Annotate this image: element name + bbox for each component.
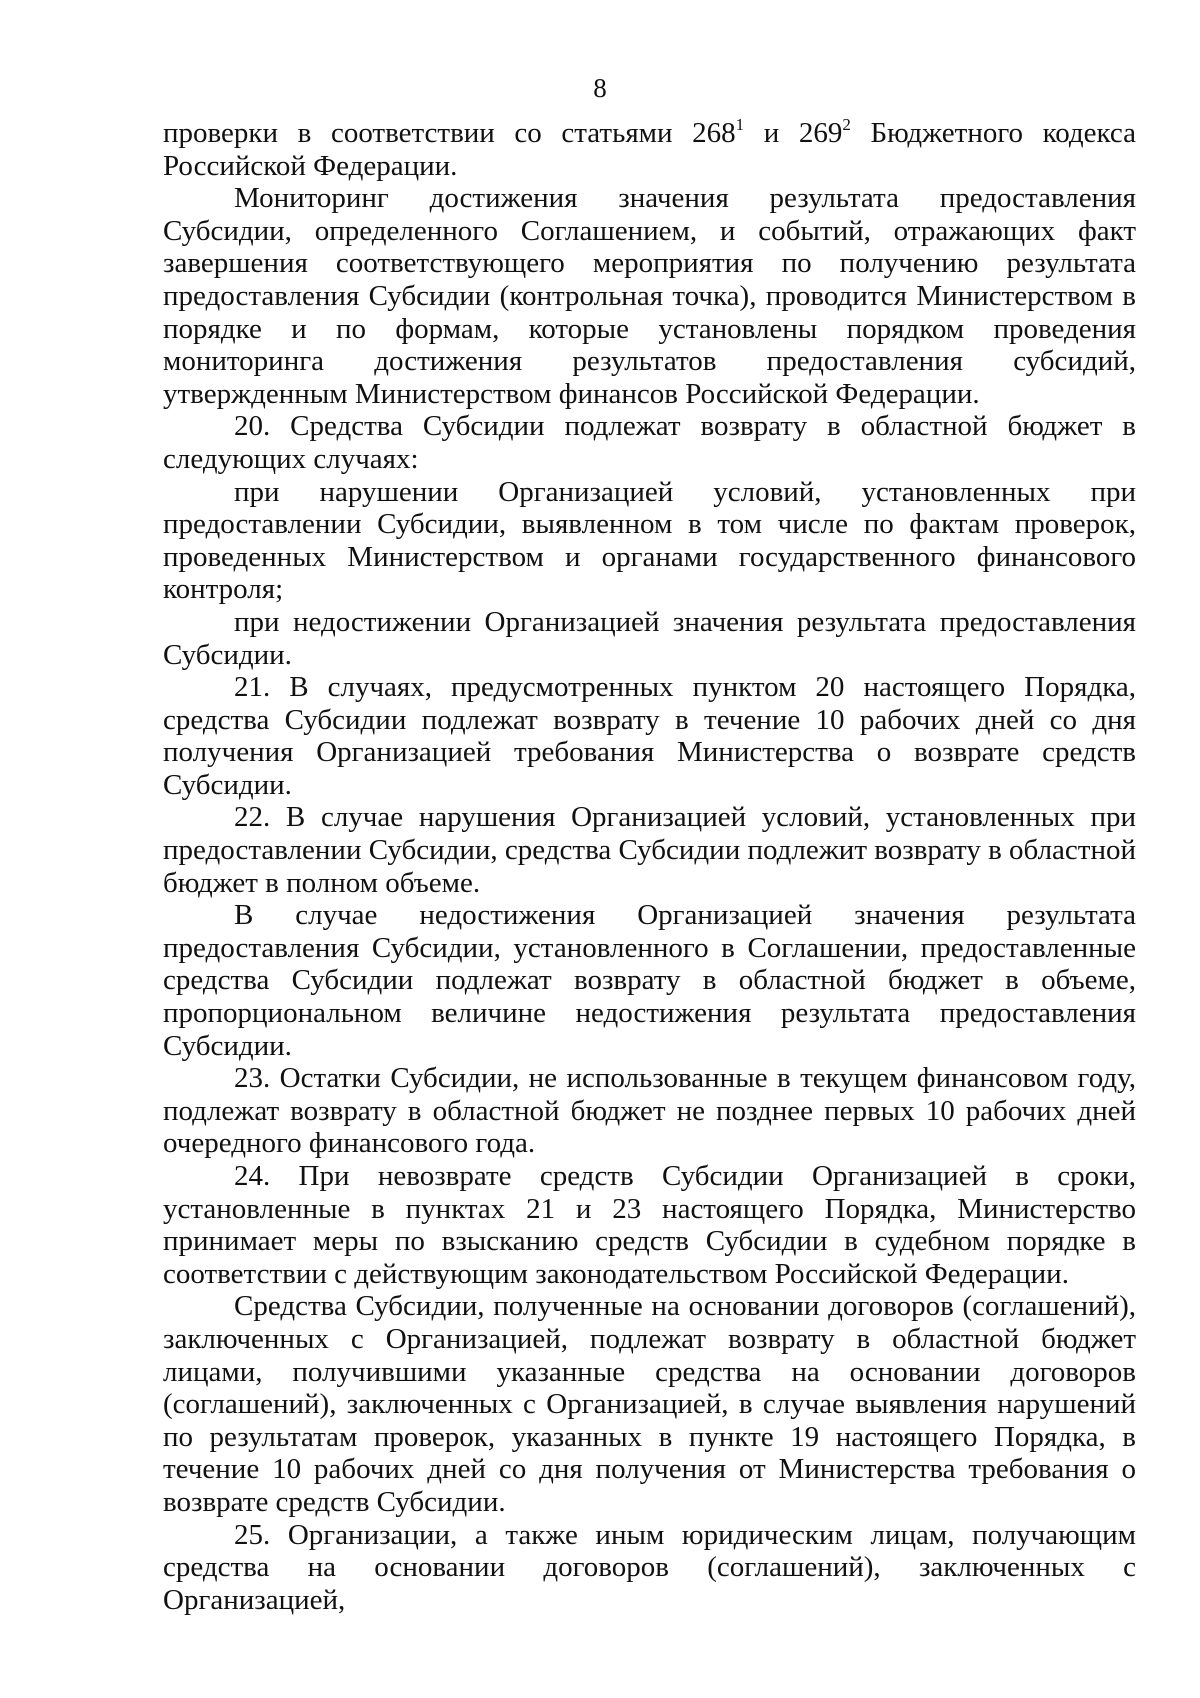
paragraph-3 [163, 410, 1136, 475]
superscript: 2 [842, 115, 851, 134]
paragraph-8 [163, 899, 1136, 1062]
paragraph-text: 23. Остатки Субсидии, не использованные в текущем финансовом году, подлежат возврату в областной бюджет не позднее первых 10 рабочих дней очередного финансового года. [163, 1062, 1136, 1160]
paragraph-4 [163, 476, 1136, 606]
paragraph-text: и 269 [744, 117, 843, 149]
paragraph-12 [163, 1519, 1136, 1617]
paragraph-2 [163, 182, 1136, 410]
paragraph-text: 24. При невозврате средств Субсидии Организацией в сроки, установленные в пунктах 21 и 23 настоящего Порядка, Министерство принимает меры по взысканию средств Субсидии в судебном порядке в соответствии с действующим законодательством Российской Федерации. [163, 1160, 1136, 1290]
paragraph-10 [163, 1160, 1136, 1290]
paragraph-text: 21. В случаях, предусмотренных пунктом 20 настоящего Порядка, средства Субсидии подлежат возврату в течение 10 рабочих дней со дня получения Организацией требования Министерства о возврате средств Субсидии. [163, 671, 1136, 801]
document-body [163, 117, 1136, 1616]
paragraph-text: 25. Организации, а также иным юридическим лицам, получающим средства на основании договоров (соглашений), заключенных с Организацией, [163, 1518, 1136, 1616]
paragraph-5 [163, 606, 1136, 671]
paragraph-text: Бюджетного кодекса Российской Федерации. [163, 117, 1136, 182]
paragraph-7 [163, 801, 1136, 899]
paragraph-text: 22. В случае нарушения Организацией условий, установленных при предоставлении Субсидии, средства Субсидии подлежит возврату в областной бюджет в полном объеме. [163, 801, 1136, 899]
paragraph-text: при нарушении Организацией условий, установленных при предоставлении Субсидии, выявленном в том числе по фактам проверок, проведенных Министерством и органами государственного финансового контроля; [163, 475, 1136, 606]
paragraph-text: проверки в соответствии со статьями 268 [163, 117, 736, 149]
superscript: 1 [735, 115, 745, 134]
paragraph-6 [163, 671, 1136, 801]
page-number: 8 [593, 73, 607, 103]
paragraph-1 [163, 117, 1136, 182]
paragraph-text: при недостижении Организацией значения результата предоставления Субсидии. [163, 605, 1136, 671]
paragraph-text: Мониторинг достижения значения результата предоставления Субсидии, определенного Соглашением, и событий, отражающих факт завершения соответствующего мероприятия по получению результата предоставления Субсидии (контрольная точка), проводится Министерством в порядке и по формам, которые установлены порядком проведения мониторинга достижения результатов предоставления субсидий, утвержденным Министерством финансов Российской Федерации. [163, 182, 1136, 410]
paragraph-text: Средства Субсидии, полученные на основании договоров (соглашений), заключенных с Организацией, подлежат возврату в областной бюджет лицами, получившими указанные средства на основании договоров (соглашений), заключенных с Организацией, в случае выявления нарушений по результатам проверок, указанных в пункте 19 настоящего Порядка, в течение 10 рабочих дней со дня получения от Министерства требования о возврате средств Субсидии. [163, 1290, 1136, 1518]
paragraph-11 [163, 1290, 1136, 1518]
paragraph-9 [163, 1062, 1136, 1160]
paragraph-text: В случае недостижения Организацией значения результата предоставления Субсидии, установленного в Соглашении, предоставленные средства Субсидии подлежат возврату в областной бюджет в объеме, пропорциональном величине недостижения результата предоставления Субсидии. [163, 899, 1136, 1062]
paragraph-text: 20. Средства Субсидии подлежат возврату в областной бюджет в следующих случаях: [163, 410, 1136, 475]
